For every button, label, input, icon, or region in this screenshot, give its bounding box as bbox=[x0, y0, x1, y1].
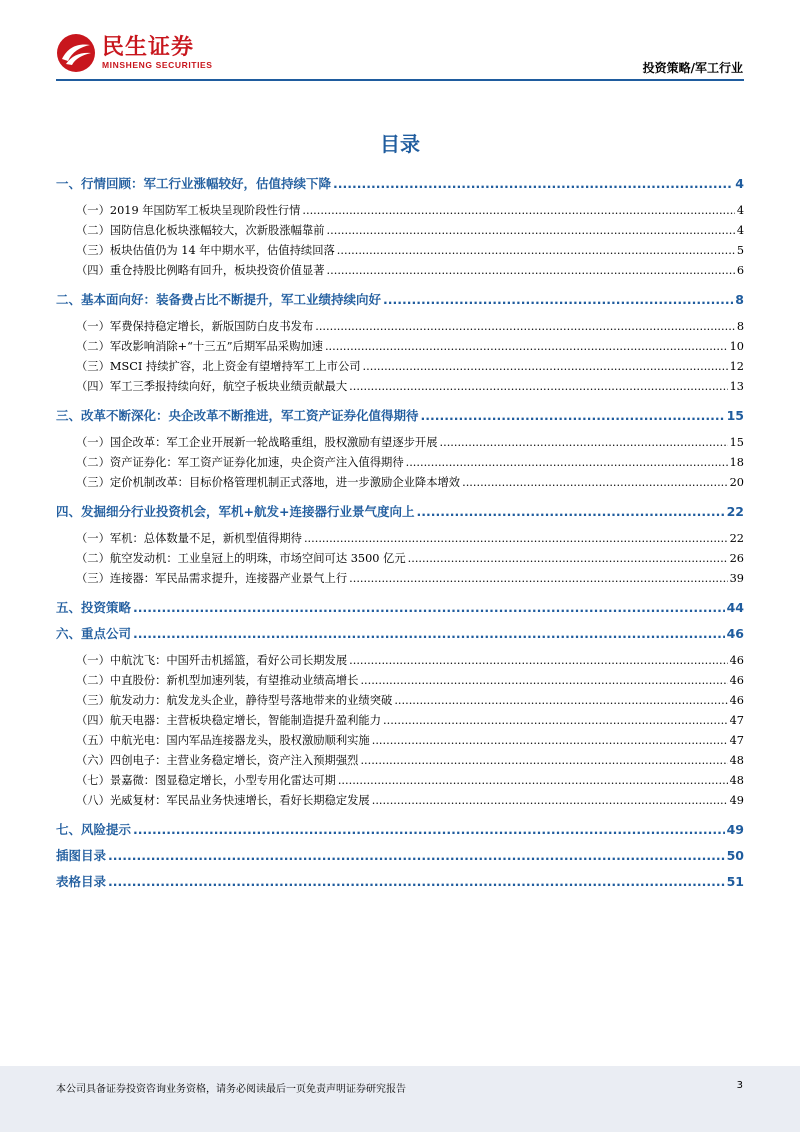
toc-section-label: 插图目录 bbox=[56, 848, 107, 863]
toc-title: 目录 bbox=[380, 132, 420, 156]
toc-subsection-entry[interactable] bbox=[56, 530, 744, 550]
toc-subsection-entry[interactable] bbox=[56, 712, 744, 732]
toc-leader-dots bbox=[372, 734, 728, 747]
toc-leader-dots bbox=[408, 552, 728, 565]
toc-leader-dots bbox=[349, 380, 727, 393]
toc-subsection-page: 47 bbox=[729, 714, 744, 727]
toc-leader-dots bbox=[363, 360, 728, 373]
toc-subsection-label: （一）军费保持稳定增长，新版国防白皮书发布 bbox=[76, 320, 314, 333]
header-divider bbox=[56, 79, 744, 81]
toc-leader-dots bbox=[327, 224, 735, 237]
logo-english-name: MINSHENG SECURITIES bbox=[102, 59, 213, 70]
toc-subsection-page: 46 bbox=[729, 674, 744, 687]
toc-subsection-entry[interactable] bbox=[56, 752, 744, 772]
toc-section-label: 表格目录 bbox=[56, 874, 107, 889]
toc-subsection-page: 4 bbox=[736, 224, 744, 237]
toc-subsection-label: （四）航天电器：主营板块稳定增长，智能制造提升盈利能力 bbox=[76, 714, 382, 727]
toc-subsection-page: 47 bbox=[729, 734, 744, 747]
toc-subsection-page: 49 bbox=[729, 794, 744, 807]
toc-subsection-label: （一）2019 年国防军工板块呈现阶段性行情 bbox=[76, 204, 301, 217]
toc-subsection-page: 48 bbox=[729, 774, 744, 787]
toc-leader-dots bbox=[416, 504, 724, 519]
toc-section-label: 六、重点公司 bbox=[56, 626, 132, 641]
toc-leader-dots bbox=[383, 714, 728, 727]
toc-subsection-page: 13 bbox=[729, 380, 744, 393]
toc-subsection-entry[interactable] bbox=[56, 672, 744, 692]
report-category: 投资策略/军工行业 bbox=[642, 61, 743, 75]
toc-subsection-page: 46 bbox=[729, 654, 744, 667]
toc-leader-dots bbox=[360, 674, 727, 687]
toc-subsection-entry[interactable] bbox=[56, 434, 744, 454]
toc-subsection-entry[interactable] bbox=[56, 242, 744, 262]
toc-section-entry[interactable] bbox=[56, 174, 744, 196]
toc-subsection-label: （二）资产证券化：军工资产证券化加速，央企资产注入值得期待 bbox=[76, 456, 404, 469]
page-header bbox=[0, 0, 800, 86]
toc-subsection-label: （三）定价机制改革：目标价格管理机制正式落地，进一步激励企业降本增效 bbox=[76, 476, 461, 489]
toc-section-page: 8 bbox=[735, 292, 744, 307]
toc-leader-dots bbox=[421, 408, 725, 423]
toc-subsection-page: 20 bbox=[729, 476, 744, 489]
toc-section-label: 七、风险提示 bbox=[56, 822, 132, 837]
toc-subsection-label: （二）航空发动机：工业皇冠上的明珠，市场空间可达 3500 亿元 bbox=[76, 552, 406, 565]
toc-subsection-entry[interactable] bbox=[56, 358, 744, 378]
toc-subsection-entry[interactable] bbox=[56, 202, 744, 222]
toc-section-page: 49 bbox=[726, 822, 744, 837]
toc-section-page: 4 bbox=[735, 176, 744, 191]
toc-leader-dots bbox=[360, 754, 727, 767]
toc-subsection-page: 10 bbox=[729, 340, 744, 353]
toc-section-page: 22 bbox=[726, 504, 744, 519]
toc-subsection-entry[interactable] bbox=[56, 454, 744, 474]
toc-section-page: 51 bbox=[726, 874, 744, 889]
toc-subsection-page: 26 bbox=[729, 552, 744, 565]
toc-leader-dots bbox=[440, 436, 728, 449]
toc-subsection-page: 46 bbox=[729, 694, 744, 707]
toc-leader-dots bbox=[302, 204, 734, 217]
toc-subsection-entry[interactable] bbox=[56, 338, 744, 358]
toc-section-entry[interactable] bbox=[56, 624, 744, 646]
toc-subsection-page: 5 bbox=[736, 244, 744, 257]
toc-section-page: 46 bbox=[726, 626, 744, 641]
toc-subsection-entry[interactable] bbox=[56, 318, 744, 338]
toc-section-label: 四、发掘细分行业投资机会，军机+航发+连接器行业景气度向上 bbox=[56, 504, 415, 519]
toc-section-page: 50 bbox=[726, 848, 744, 863]
toc-leader-dots bbox=[383, 292, 733, 307]
toc-section-entry[interactable] bbox=[56, 502, 744, 524]
toc-subsection-label: （二）中直股份：新机型加速列装，有望推动业绩高增长 bbox=[76, 674, 359, 687]
toc-subsection-page: 8 bbox=[736, 320, 744, 333]
toc-subsection-label: （七）景嘉微：图显稳定增长，小型专用化雷达可期 bbox=[76, 774, 336, 787]
toc-leader-dots bbox=[406, 456, 728, 469]
toc-leader-dots bbox=[338, 774, 728, 787]
toc-subsection-label: （一）军机：总体数量不足，新机型值得期待 bbox=[76, 532, 302, 545]
toc-subsection-label: （三）MSCI 持续扩容，北上资金有望增持军工上市公司 bbox=[76, 360, 361, 373]
toc-leader-dots bbox=[133, 626, 725, 641]
toc-subsection-entry[interactable] bbox=[56, 692, 744, 712]
toc-subsection-page: 6 bbox=[736, 264, 744, 277]
toc-subsection-entry[interactable] bbox=[56, 262, 744, 282]
toc-section-label: 五、投资策略 bbox=[56, 600, 132, 615]
toc-subsection-page: 48 bbox=[729, 754, 744, 767]
toc-section-page: 15 bbox=[726, 408, 744, 423]
toc-subsection-page: 4 bbox=[736, 204, 744, 217]
toc-subsection-label: （四）军工三季报持续向好，航空子板块业绩贡献最大 bbox=[76, 380, 348, 393]
toc-subsection-entry[interactable] bbox=[56, 570, 744, 590]
toc-section-entry[interactable] bbox=[56, 406, 744, 428]
toc-section-entry[interactable] bbox=[56, 598, 744, 620]
toc-subsection-entry[interactable] bbox=[56, 792, 744, 812]
toc-leader-dots bbox=[133, 600, 725, 615]
toc-leader-dots bbox=[349, 654, 727, 667]
toc-leader-dots bbox=[333, 176, 733, 191]
toc-subsection-entry[interactable] bbox=[56, 378, 744, 398]
toc-subsection-label: （五）中航光电：国内军品连接器龙头，股权激励顺利实施 bbox=[76, 734, 370, 747]
toc-subsection-label: （三）板块估值仍为 14 年中期水平，估值持续回落 bbox=[76, 244, 335, 257]
toc-subsection-page: 22 bbox=[729, 532, 744, 545]
toc-subsection-page: 15 bbox=[729, 436, 744, 449]
toc-subsection-entry[interactable] bbox=[56, 652, 744, 672]
toc-subsection-label: （三）航发动力：航发龙头企业，静待型号落地带来的业绩突破 bbox=[76, 694, 393, 707]
toc-subsection-label: （三）连接器：军民品需求提升，连接器产业景气上行 bbox=[76, 572, 348, 585]
toc-section-label: 二、基本面向好：装备费占比不断提升，军工业绩持续向好 bbox=[56, 292, 382, 307]
toc-leader-dots bbox=[108, 874, 725, 889]
toc-subsection-label: （六）四创电子：主营业务稳定增长，资产注入预期强烈 bbox=[76, 754, 359, 767]
page-number: 3 bbox=[736, 1080, 743, 1091]
page-footer bbox=[0, 1066, 800, 1132]
toc-section-entry[interactable] bbox=[56, 820, 744, 842]
toc-subsection-page: 39 bbox=[729, 572, 744, 585]
toc-leader-dots bbox=[349, 572, 727, 585]
toc-leader-dots bbox=[133, 822, 725, 837]
toc-subsection-label: （二）国防信息化板块涨幅较大，次新股涨幅靠前 bbox=[76, 224, 325, 237]
toc-subsection-page: 18 bbox=[729, 456, 744, 469]
toc-leader-dots bbox=[327, 264, 735, 277]
toc-leader-dots bbox=[394, 694, 727, 707]
toc-subsection-entry[interactable] bbox=[56, 550, 744, 570]
toc-subsection-label: （八）光威复材：军民品业务快速增长，看好长期稳定发展 bbox=[76, 794, 370, 807]
toc-leader-dots bbox=[108, 848, 725, 863]
toc-subsection-label: （一）中航沈飞：中国歼击机摇篮，看好公司长期发展 bbox=[76, 654, 348, 667]
toc-subsection-label: （一）国企改革：军工企业开展新一轮战略重组，股权激励有望逐步开展 bbox=[76, 436, 438, 449]
toc-leader-dots bbox=[462, 476, 728, 489]
toc-leader-dots bbox=[337, 244, 735, 257]
minsheng-logo-icon bbox=[56, 33, 96, 73]
toc-section-entry[interactable] bbox=[56, 846, 744, 868]
toc-section-entry[interactable] bbox=[56, 872, 744, 894]
table-of-contents bbox=[56, 174, 744, 898]
toc-section-label: 三、改革不断深化：央企改革不断推进，军工资产证券化值得期待 bbox=[56, 408, 419, 423]
toc-subsection-entry[interactable] bbox=[56, 222, 744, 242]
toc-subsection-label: （四）重仓持股比例略有回升，板块投资价值显著 bbox=[76, 264, 325, 277]
toc-subsection-entry[interactable] bbox=[56, 474, 744, 494]
company-logo bbox=[56, 33, 213, 73]
toc-leader-dots bbox=[325, 340, 728, 353]
logo-chinese-name: 民生证券 bbox=[102, 34, 195, 60]
footer-disclaimer: 本公司具备证券投资咨询业务资格，请务必阅读最后一页免责声明证券研究报告 bbox=[56, 1084, 406, 1095]
toc-leader-dots bbox=[315, 320, 735, 333]
toc-section-entry[interactable] bbox=[56, 290, 744, 312]
toc-section-label: 一、行情回顾：军工行业涨幅较好，估值持续下降 bbox=[56, 176, 332, 191]
toc-section-page: 44 bbox=[726, 600, 744, 615]
toc-subsection-entry[interactable] bbox=[56, 772, 744, 792]
toc-leader-dots bbox=[372, 794, 728, 807]
toc-subsection-page: 12 bbox=[729, 360, 744, 373]
toc-leader-dots bbox=[304, 532, 728, 545]
toc-subsection-label: （二）军改影响消除+“十三五”后期军品采购加速 bbox=[76, 340, 323, 353]
toc-subsection-entry[interactable] bbox=[56, 732, 744, 752]
